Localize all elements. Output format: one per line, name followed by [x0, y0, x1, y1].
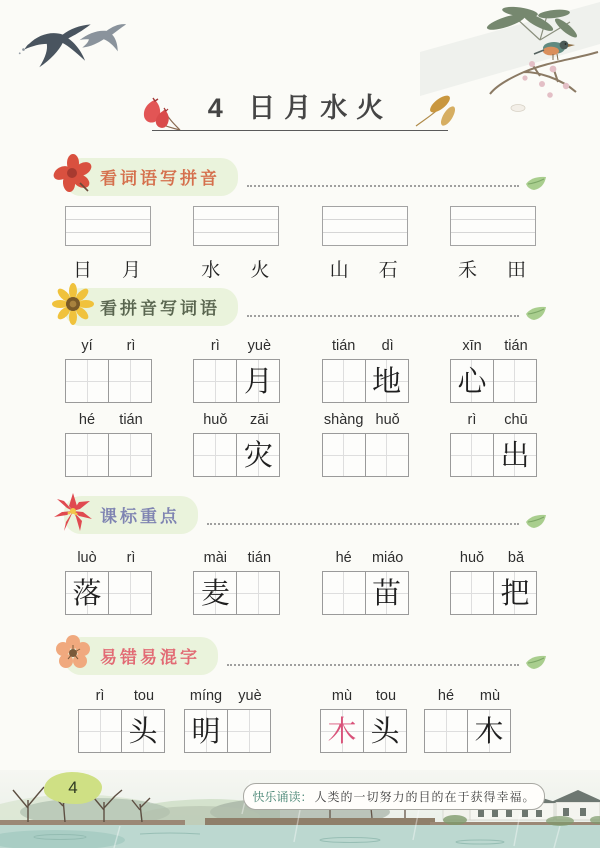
answer-char: 明: [191, 713, 221, 748]
answer-group: [65, 412, 153, 477]
writing-cell: [322, 571, 366, 615]
pinyin-label: mù: [479, 688, 501, 704]
character-grid: [322, 571, 410, 615]
pinyin-label: bǎ: [507, 550, 525, 566]
character-grid: [78, 709, 166, 753]
word-label: 山 石: [329, 259, 402, 281]
section-title: 易错易混字: [64, 637, 218, 675]
blossom-icon: [52, 632, 94, 674]
writing-cell: [450, 433, 494, 477]
answer-char-highlighted: 木: [327, 713, 357, 748]
writing-cell: [193, 571, 237, 615]
answer-char: 出: [500, 437, 530, 472]
pinyin-label: rì: [95, 688, 105, 704]
section-header-4: [56, 635, 548, 675]
section-header-1: [56, 156, 548, 196]
writing-cell: [424, 709, 468, 753]
answer-group: [450, 338, 538, 403]
writing-cell: [236, 359, 280, 403]
pinyin-label: míng: [189, 688, 223, 704]
answer-char: 麦: [200, 575, 230, 610]
writing-cell: [108, 571, 152, 615]
quote-label: 快乐诵读：: [252, 790, 313, 804]
answer-char: 落: [72, 575, 102, 610]
character-grid: [193, 433, 281, 477]
answer-group: [320, 688, 408, 753]
poinsettia-icon: [52, 491, 94, 533]
writing-cell: [65, 359, 109, 403]
exercise2-row-1: [65, 338, 538, 403]
pinyin-label: hé: [437, 688, 455, 704]
dotted-divider: [247, 315, 519, 317]
answer-char: 把: [500, 575, 530, 610]
pinyin-writing-group: [65, 206, 153, 282]
character-grid: [450, 433, 538, 477]
pinyin-writing-box: [322, 206, 408, 246]
pinyin-writing-box: [450, 206, 536, 246]
answer-char: 地: [372, 363, 402, 398]
answer-char: 头: [370, 713, 400, 748]
answer-group: [322, 412, 410, 477]
leaf-end-icon: [524, 513, 548, 530]
writing-cell: [493, 433, 537, 477]
writing-cell: [493, 359, 537, 403]
writing-cell: [322, 433, 366, 477]
pinyin-label: shàng: [323, 412, 364, 428]
page-number-leaf: [44, 772, 102, 804]
footer-illustration: [0, 770, 600, 848]
section-header-3: [56, 494, 548, 534]
red-leaf-flower-icon: [52, 153, 94, 195]
character-grid: [450, 359, 538, 403]
answer-group: [450, 550, 538, 615]
swallows-icon: [16, 10, 128, 76]
character-grid: [65, 359, 153, 403]
answer-char: 木: [474, 713, 504, 748]
answer-group: [193, 412, 281, 477]
writing-cell: [65, 571, 109, 615]
writing-cell: [236, 571, 280, 615]
dotted-divider: [227, 664, 519, 666]
leaf-end-icon: [524, 175, 548, 192]
writing-cell: [320, 709, 364, 753]
writing-cell: [78, 709, 122, 753]
answer-char: 苗: [372, 575, 402, 610]
pinyin-label: zāi: [250, 412, 269, 428]
exercise4-row: [78, 688, 512, 753]
section-title: 课标重点: [64, 496, 198, 534]
answer-group: [450, 412, 538, 477]
page-number: 4: [68, 778, 78, 797]
character-grid: [184, 709, 272, 753]
character-grid: [322, 433, 410, 477]
writing-cell: [227, 709, 271, 753]
character-grid: [65, 433, 153, 477]
dotted-divider: [247, 185, 519, 187]
pinyin-label: miáo: [371, 550, 404, 566]
answer-group: [322, 550, 410, 615]
answer-char: 头: [128, 713, 158, 748]
answer-char: 灾: [243, 437, 273, 472]
exercise3-row: [65, 550, 538, 615]
lesson-title: [152, 86, 448, 131]
character-grid: [424, 709, 512, 753]
character-grid: [320, 709, 408, 753]
answer-group: [424, 688, 512, 753]
pinyin-label: hé: [335, 550, 352, 566]
writing-cell: [236, 433, 280, 477]
pinyin-label: hé: [78, 412, 96, 428]
answer-char: 月: [243, 363, 273, 398]
pinyin-label: yuè: [247, 338, 272, 354]
character-grid: [322, 359, 410, 403]
answer-char: 心: [457, 363, 487, 398]
writing-cell: [193, 433, 237, 477]
writing-cell: [467, 709, 511, 753]
character-grid: [193, 359, 281, 403]
pinyin-writing-group: [322, 206, 410, 282]
answer-group: [322, 338, 410, 403]
character-grid: [65, 571, 153, 615]
pinyin-label: xīn: [462, 338, 482, 354]
word-label: 禾 田: [457, 259, 530, 281]
exercise2-row-2: [65, 412, 538, 477]
writing-cell: [121, 709, 165, 753]
writing-cell: [322, 359, 366, 403]
dotted-divider: [207, 523, 519, 525]
pinyin-label: rì: [467, 412, 477, 428]
pinyin-label: rì: [126, 550, 136, 566]
exercise1-row: [65, 206, 538, 282]
pinyin-label: chū: [504, 412, 528, 428]
pinyin-label: tián: [504, 338, 528, 354]
writing-cell: [65, 433, 109, 477]
word-label: 水 火: [201, 259, 274, 281]
pinyin-label: huǒ: [203, 412, 228, 428]
pinyin-label: huǒ: [375, 412, 400, 428]
gold-leaves-icon: [410, 90, 456, 132]
section-header-2: [56, 286, 548, 326]
pinyin-label: luò: [77, 550, 97, 566]
writing-cell: [365, 359, 409, 403]
pinyin-label: tián: [247, 550, 272, 566]
answer-group: [65, 338, 153, 403]
writing-cell: [365, 433, 409, 477]
pinyin-writing-group: [450, 206, 538, 282]
writing-cell: [184, 709, 228, 753]
reading-quote-bubble: [243, 783, 545, 810]
pinyin-writing-group: [193, 206, 281, 282]
quote-text: 人类的一切努力的目的在于获得幸福。: [314, 790, 536, 804]
pinyin-writing-box: [65, 206, 151, 246]
pinyin-label: tou: [375, 688, 397, 704]
pinyin-label: tou: [133, 688, 155, 704]
pinyin-label: yí: [81, 338, 93, 354]
pinyin-label: mài: [203, 550, 228, 566]
pinyin-label: tián: [119, 412, 143, 428]
answer-group: [65, 550, 153, 615]
character-grid: [450, 571, 538, 615]
character-grid: [193, 571, 281, 615]
answer-group: [184, 688, 272, 753]
title-underline: [152, 130, 448, 131]
pinyin-writing-box: [193, 206, 279, 246]
writing-cell: [363, 709, 407, 753]
sunflower-icon: [52, 283, 94, 325]
word-label: 日 月: [72, 259, 146, 281]
pinyin-label: rì: [210, 338, 220, 354]
writing-cell: [193, 359, 237, 403]
section-title: 看词语写拼音: [64, 158, 238, 196]
pinyin-label: yuè: [238, 688, 262, 704]
answer-group: [193, 338, 281, 403]
writing-cell: [108, 359, 152, 403]
pinyin-label: dì: [381, 338, 394, 354]
answer-group: [78, 688, 166, 753]
writing-cell: [365, 571, 409, 615]
leaf-end-icon: [524, 305, 548, 322]
writing-cell: [450, 359, 494, 403]
answer-group: [193, 550, 281, 615]
section-title: 看拼音写词语: [64, 288, 238, 326]
lesson-title-text: 4 日月水火: [207, 93, 393, 123]
writing-cell: [493, 571, 537, 615]
pinyin-label: huǒ: [459, 550, 485, 566]
pinyin-label: mù: [331, 688, 353, 704]
writing-cell: [450, 571, 494, 615]
leaf-end-icon: [524, 654, 548, 671]
writing-cell: [108, 433, 152, 477]
pinyin-label: rì: [126, 338, 136, 354]
pinyin-label: tián: [331, 338, 356, 354]
